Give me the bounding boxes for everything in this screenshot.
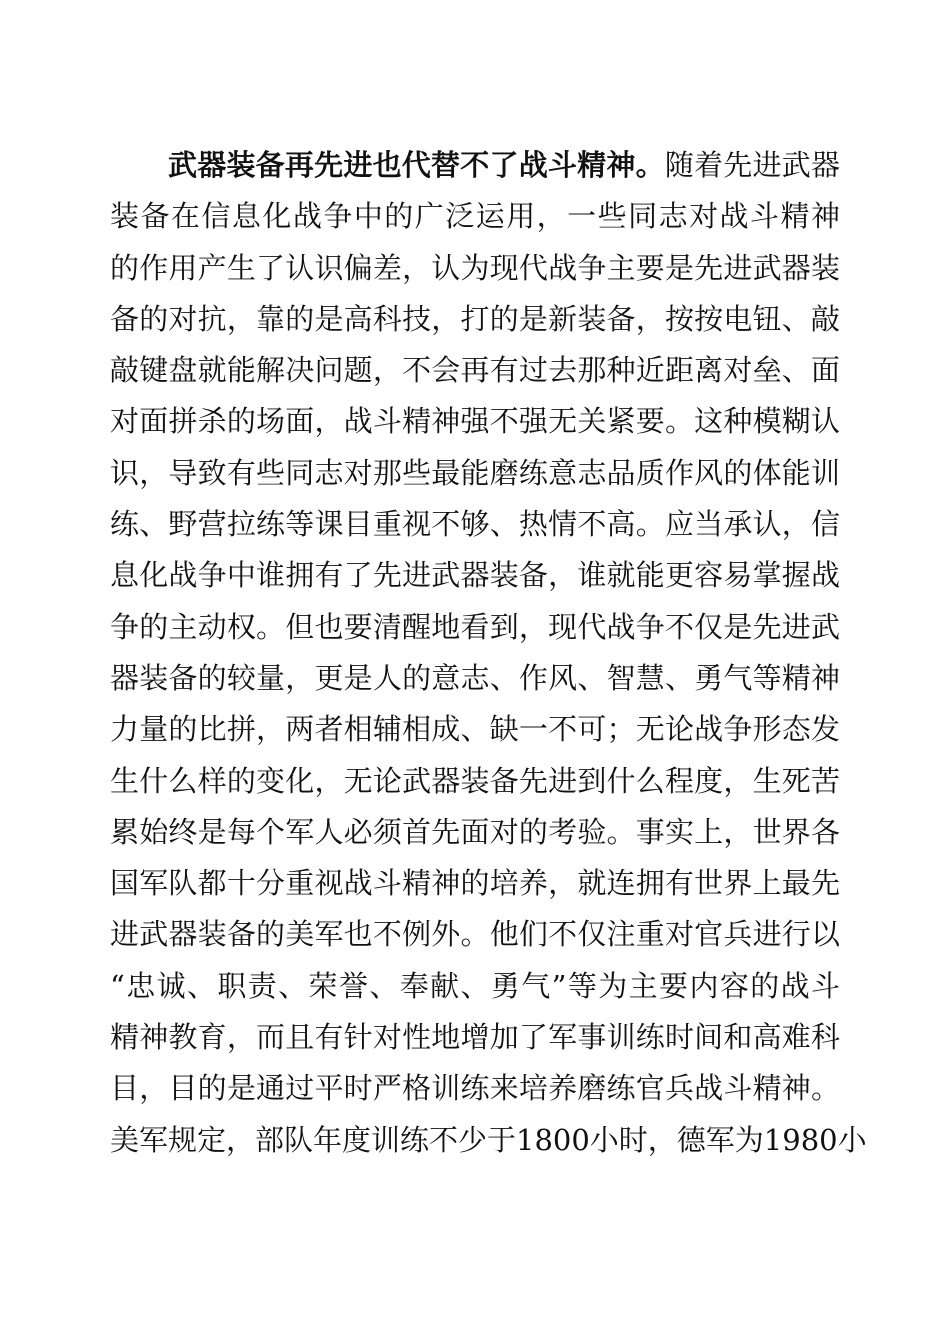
paragraph-line-17: “忠诚、职责、荣誉、奉献、勇气”等为主要内容的战斗 (110, 968, 840, 1003)
paragraph-line-10: 争的主动权。但也要清醒地看到，现代战争不仅是先进武 (110, 609, 840, 644)
paragraph-line-2: 装备在信息化战争中的广泛运用，一些同志对战斗精神 (110, 199, 840, 234)
paragraph-line-19: 目，目的是通过平时严格训练来培养磨练官兵战斗精神。 (110, 1071, 840, 1106)
paragraph-heading: 武器装备再先进也代替不了战斗精神。 (168, 148, 665, 182)
paragraph-line-6: 对面拼杀的场面，战斗精神强不强无关紧要。这种模糊认 (110, 404, 840, 439)
paragraph-line-3: 的作用产生了认识偏差，认为现代战争主要是先进武器装 (110, 250, 840, 285)
paragraph-line-1 (110, 140, 840, 191)
paragraph-line-8: 练、野营拉练等课目重视不够、热情不高。应当承认，信 (110, 507, 840, 542)
paragraph-line-12: 力量的比拼，两者相辅相成、缺一不可；无论战争形态发 (110, 712, 840, 747)
paragraph-line-16: 进武器装备的美军也不例外。他们不仅注重对官兵进行以 (110, 917, 840, 952)
paragraph-line-7: 识，导致有些同志对那些最能磨练意志品质作风的体能训 (110, 455, 840, 490)
paragraph-line-18: 精神教育，而且有针对性地增加了军事训练时间和高难科 (110, 1020, 840, 1055)
paragraph-line-text: 随着先进武器 (664, 148, 840, 182)
paragraph-line-20: 美军规定，部队年度训练不少于1800小时，德军为1980小 (110, 1122, 867, 1157)
paragraph-line-4: 备的对抗，靠的是高科技，打的是新装备，按按电钮、敲 (110, 301, 840, 336)
paragraph-line-15: 国军队都十分重视战斗精神的培养，就连拥有世界上最先 (110, 866, 840, 901)
paragraph-line-5: 敲键盘就能解决问题，不会再有过去那种近距离对垒、面 (110, 353, 840, 388)
paragraph-line-13: 生什么样的变化，无论武器装备先进到什么程度，生死苦 (110, 763, 840, 798)
paragraph-line-9: 息化战争中谁拥有了先进武器装备，谁就能更容易掌握战 (110, 558, 840, 593)
paragraph-line-14: 累始终是每个军人必须首先面对的考验。事实上，世界各 (110, 814, 840, 849)
paragraph-line-11: 器装备的较量，更是人的意志、作风、智慧、勇气等精神 (110, 660, 840, 695)
body-paragraph (110, 140, 867, 1166)
